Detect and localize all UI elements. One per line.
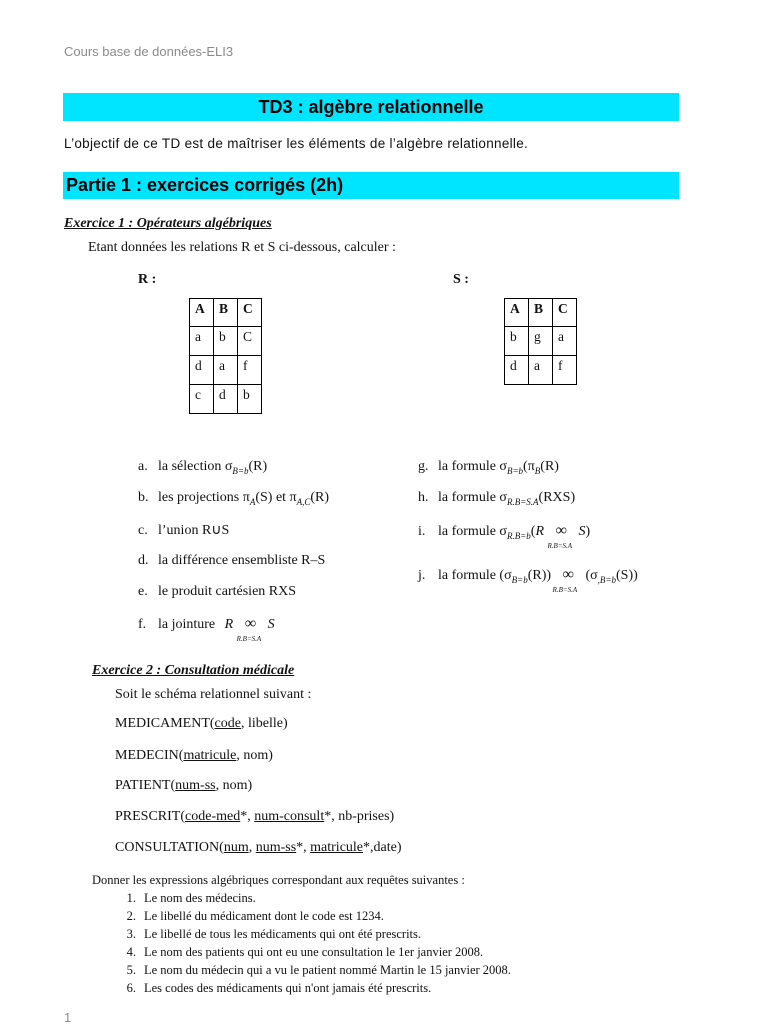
item-letter: h. <box>418 490 429 505</box>
exercise-item-d <box>138 553 325 569</box>
schema-patient <box>115 778 252 794</box>
question-number: 5. <box>126 963 136 977</box>
list-item <box>112 925 511 943</box>
exercise2-intro: Soit le schéma relationnel suivant : <box>115 687 312 702</box>
item-text: les projections π <box>158 490 250 505</box>
item-text: le produit cartésien RXS <box>158 584 297 599</box>
item-subscript-2: ,B=b <box>597 574 616 585</box>
item-mid: (R)) <box>527 568 552 583</box>
schema-primary-key: num-ss <box>175 778 216 793</box>
relation-r-label: R : <box>138 272 157 287</box>
table-cell: a <box>529 356 553 385</box>
schema-separator: *, <box>240 809 255 824</box>
item-subscript: B=b <box>232 465 249 476</box>
table-row <box>190 327 262 356</box>
list-item <box>112 943 511 961</box>
exercise-item-c <box>138 522 229 539</box>
schema-key-1: code-med <box>185 809 241 824</box>
relation-s-table <box>504 298 577 385</box>
join-right: S <box>267 617 275 632</box>
exercise-item-e <box>138 584 296 600</box>
exercise-item-g <box>418 459 559 476</box>
item-tail: (R) <box>248 459 268 474</box>
table-row <box>505 356 577 385</box>
exercise-item-i <box>418 522 591 550</box>
table-row <box>505 327 577 356</box>
schema-relation-name: PATIENT( <box>115 778 176 793</box>
table-row <box>190 356 262 385</box>
table-header-cell: B <box>529 299 553 327</box>
question-text: Le nom des médecins. <box>144 891 256 905</box>
schema-relation-name: CONSULTATION( <box>115 840 224 855</box>
table-cell: d <box>190 356 214 385</box>
list-item <box>112 961 511 979</box>
table-cell: a <box>214 356 238 385</box>
item-letter: g. <box>418 459 429 474</box>
schema-relation-name: PRESCRIT( <box>115 809 186 824</box>
item-letter: b. <box>138 490 149 505</box>
join-symbol: ∞ <box>562 566 574 583</box>
question-number: 3. <box>126 927 136 941</box>
page-number: 1 <box>64 1010 72 1025</box>
item-subscript: R.B=S.A <box>506 496 539 507</box>
page-title: TD3 : algèbre relationnelle <box>63 93 679 121</box>
schema-relation-name: MEDICAMENT( <box>115 716 215 731</box>
item-letter: i. <box>418 524 426 539</box>
question-number: 6. <box>126 981 136 995</box>
item-open: ( <box>530 524 536 539</box>
table-cell: b <box>214 327 238 356</box>
item-subscript: B=b <box>506 465 524 476</box>
schema-key-1: num <box>223 840 249 855</box>
exercise2-prompt: Donner les expressions algébriques correspondant aux requêtes suivantes : <box>92 873 465 887</box>
item-letter: a. <box>138 459 148 474</box>
question-list <box>112 889 511 997</box>
item-subscript-2: A,C <box>296 496 311 507</box>
part-heading: Partie 1 : exercices corrigés (2h) <box>63 172 679 199</box>
item-subscript: B=b <box>511 574 528 585</box>
schema-attributes: *, nb-prises) <box>324 809 395 824</box>
table-cell: g <box>529 327 553 356</box>
question-number: 2. <box>126 909 136 923</box>
table-cell: C <box>238 327 262 356</box>
table-cell: f <box>553 356 577 385</box>
table-header-cell: A <box>505 299 529 327</box>
item-subscript: A <box>249 496 256 507</box>
item-text: l’union R∪S <box>158 523 230 538</box>
item-tail: (S)) <box>616 568 638 583</box>
table-cell: f <box>238 356 262 385</box>
exercise-item-f <box>138 615 275 643</box>
join-condition: R.B=S.A <box>547 542 573 550</box>
join-condition: R.B=S.A <box>552 586 578 594</box>
schema-key-2: num-ss <box>255 840 297 855</box>
exercise1-title: Exercice 1 : Opérateurs algébriques <box>64 216 272 231</box>
table-header-cell: C <box>238 299 262 327</box>
table-cell: b <box>505 327 529 356</box>
schema-primary-key: code <box>214 716 241 731</box>
item-text: la jointure <box>158 617 216 632</box>
relation-r-table <box>189 298 262 414</box>
item-letter: f. <box>138 617 147 632</box>
schema-attributes: *,date) <box>363 840 402 855</box>
item-text: la formule σ <box>438 524 507 539</box>
question-text: Le nom du médecin qui a vu le patient nommé Martin le 15 janvier 2008. <box>144 963 511 977</box>
join-left: R <box>224 617 234 632</box>
question-number: 4. <box>126 945 136 959</box>
document-header: Cours base de données-ELI3 <box>64 44 234 59</box>
item-text: la sélection σ <box>158 459 233 474</box>
item-subscript-2: B <box>534 465 541 476</box>
question-text: Le nom des patients qui ont eu une consultation le 1er janvier 2008. <box>144 945 484 959</box>
exercise1-intro: Etant données les relations R et S ci-dessous, calculer : <box>88 240 396 255</box>
join-right: S <box>578 524 586 539</box>
table-cell: a <box>190 327 214 356</box>
schema-key-3: matricule <box>310 840 364 855</box>
table-header-row <box>190 299 262 327</box>
relation-s-label: S : <box>453 272 469 287</box>
schema-consultation <box>115 840 402 856</box>
schema-attributes: , libelle) <box>240 716 288 731</box>
schema-attributes: , nom) <box>215 778 253 793</box>
item-letter: e. <box>138 584 148 599</box>
join-expression <box>535 522 586 550</box>
list-item <box>112 907 511 925</box>
schema-relation-name: MEDECIN( <box>115 748 184 763</box>
item-text: la différence ensembliste R–S <box>158 553 326 568</box>
exercise-item-h <box>418 490 575 507</box>
item-tail: (R) <box>540 459 559 474</box>
exercise-item-a <box>138 459 267 476</box>
list-item <box>112 979 511 997</box>
schema-prescrit <box>115 809 394 825</box>
table-header-row <box>505 299 577 327</box>
item-tail-2: (R) <box>310 490 330 505</box>
join-expression <box>552 566 578 594</box>
table-header-cell: B <box>214 299 238 327</box>
table-cell: c <box>190 385 214 414</box>
schema-separator: , <box>248 840 256 855</box>
join-symbol: ∞ <box>555 522 567 539</box>
question-text: Le libellé du médicament dont le code est 1234. <box>144 909 384 923</box>
item-tail: (RXS) <box>538 490 576 505</box>
schema-medicament <box>115 716 288 732</box>
item-tail: (S) et π <box>255 490 297 505</box>
item-mid: (π <box>523 459 535 474</box>
item-text: la formule σ <box>438 490 507 505</box>
schema-separator: *, <box>296 840 311 855</box>
join-symbol: ∞ <box>244 615 257 632</box>
table-row <box>190 385 262 414</box>
item-letter: j. <box>418 568 426 583</box>
schema-medecin <box>115 748 273 764</box>
table-cell: d <box>505 356 529 385</box>
question-text: Les codes des médicaments qui n'ont jamais été prescrits. <box>144 981 432 995</box>
list-item <box>112 889 511 907</box>
schema-attributes: , nom) <box>236 748 273 763</box>
item-letter: c. <box>138 523 148 538</box>
exercise-item-j <box>418 566 638 594</box>
join-condition: R.B=S.A <box>236 635 262 643</box>
item-open-2: (σ <box>585 568 598 583</box>
table-cell: a <box>553 327 577 356</box>
item-text: la formule (σ <box>438 568 512 583</box>
question-number: 1. <box>126 891 136 905</box>
item-letter: d. <box>138 553 149 568</box>
table-header-cell: A <box>190 299 214 327</box>
schema-primary-key: matricule <box>183 748 237 763</box>
objective-text: L’objectif de ce TD est de maîtriser les éléments de l’algèbre relationnelle. <box>64 136 529 151</box>
item-subscript: R.B=b <box>506 530 531 541</box>
item-text: la formule σ <box>438 459 507 474</box>
table-header-cell: C <box>553 299 577 327</box>
exercise2-title: Exercice 2 : Consultation médicale <box>92 663 295 678</box>
item-close: ) <box>585 524 591 539</box>
join-left: R <box>535 524 545 539</box>
join-expression <box>224 615 275 643</box>
exercise-item-b <box>138 490 329 507</box>
table-cell: b <box>238 385 262 414</box>
question-text: Le libellé de tous les médicaments qui ont été prescrits. <box>144 927 422 941</box>
schema-key-2: num-consult <box>254 809 325 824</box>
table-cell: d <box>214 385 238 414</box>
